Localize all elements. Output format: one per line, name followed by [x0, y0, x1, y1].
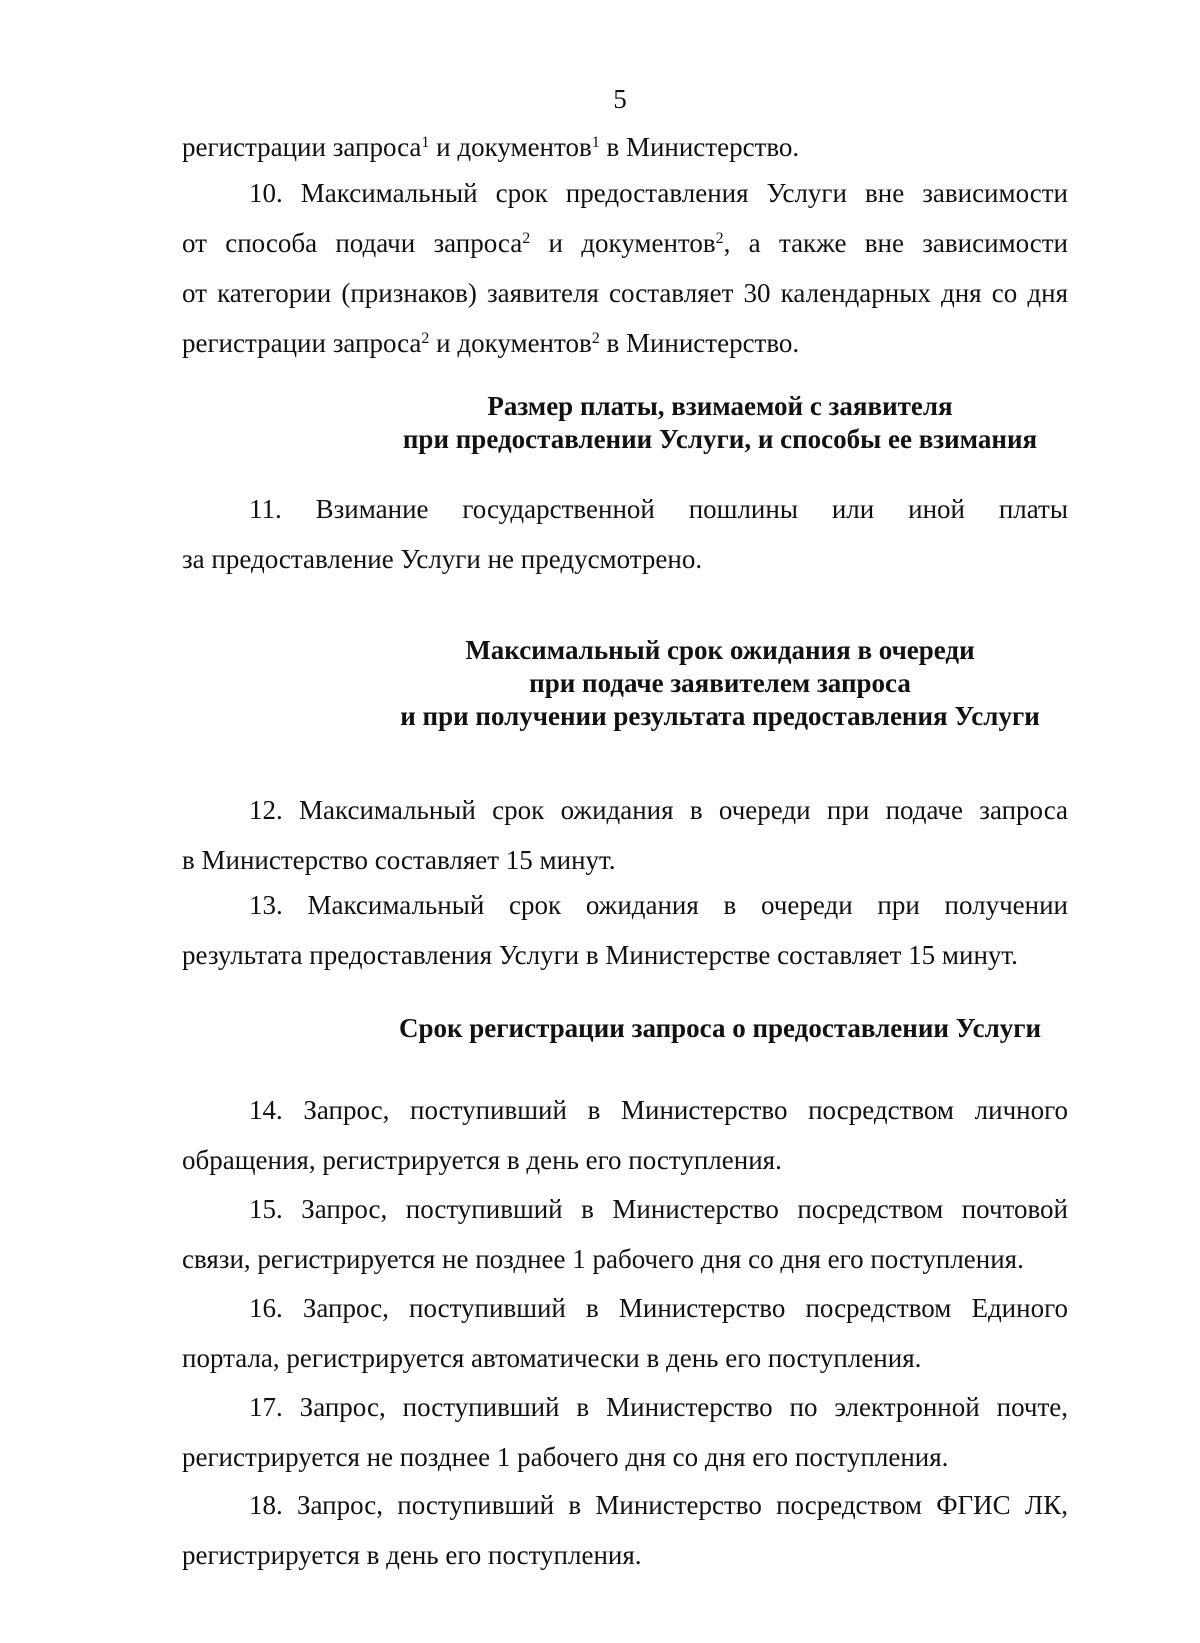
footnote-ref: 2 — [522, 230, 531, 247]
paragraph-line: регистрируется в день его поступления. — [182, 1540, 642, 1570]
paragraph-line: регистрации запроса$^2$ и документов$^2$ в Министерство. — [182, 328, 800, 358]
footnote-ref: 2 — [421, 330, 430, 347]
heading-line: при подаче заявителем запроса — [529, 668, 911, 698]
paragraph-11 — [182, 484, 1068, 584]
paragraph-line: от категории (признаков) заявителя составляет 30 календарных дня со дня — [182, 278, 1068, 308]
paragraph-line: 18. Запрос, поступивший в Министерство посредством ФГИС ЛК, — [249, 1490, 1068, 1520]
heading-line: Максимальный срок ожидания в очереди — [465, 635, 975, 665]
paragraph-line: связи, регистрируется не позднее 1 рабочего дня со дня его поступления. — [182, 1244, 1024, 1274]
paragraph-16 — [182, 1283, 1068, 1383]
paragraph-line: 15. Запрос, поступивший в Министерство посредством почтовой — [249, 1194, 1068, 1224]
paragraph-line: результата предоставления Услуги в Министерстве составляет 15 минут. — [182, 940, 1018, 970]
footnote-ref: 2 — [715, 230, 724, 247]
section-heading-registration — [200, 1012, 1200, 1045]
heading-line: при предоставлении Услуги, и способы ее взимания — [402, 424, 1038, 454]
paragraph-14 — [182, 1085, 1068, 1185]
paragraph-line: регистрации запроса$^1$ и документов$^1$ в Министерство. — [182, 132, 800, 162]
paragraph-line: 13. Максимальный срок ожидания в очереди при получении — [249, 890, 1068, 920]
footnote-ref: 1 — [591, 134, 600, 151]
paragraph-10 — [182, 168, 1068, 368]
page-number: 5 — [613, 84, 627, 114]
paragraph-line: 17. Запрос, поступивший в Министерство по электронной почте, — [249, 1392, 1068, 1422]
paragraph-line: от способа подачи запроса$^2$ и документов$^2$, а также вне зависимости — [182, 228, 1069, 258]
paragraph-line: 12. Максимальный срок ожидания в очереди при подаче запроса — [249, 795, 1068, 825]
paragraph-line: портала, регистрируется автоматически в день его поступления. — [182, 1343, 922, 1373]
paragraph-line: 10. Максимальный срок предоставления Услуги вне зависимости — [249, 178, 1068, 208]
paragraph-line: 11. Взимание государственной пошлины или иной платы — [249, 494, 1068, 524]
paragraph-15 — [182, 1184, 1068, 1284]
heading-line: Размер платы, взимаемой с заявителя — [487, 391, 953, 421]
heading-line: и при получении результата предоставления Услуги — [400, 701, 1040, 731]
paragraph-line: обращения, регистрируется в день его поступления. — [182, 1145, 782, 1175]
paragraph-9-end — [182, 122, 1068, 172]
paragraph-line: в Министерство составляет 15 минут. — [182, 845, 616, 875]
section-heading-queue — [200, 634, 1200, 733]
paragraph-12 — [182, 785, 1068, 885]
paragraph-line: 14. Запрос, поступивший в Министерство посредством личного — [249, 1095, 1068, 1125]
paragraph-line: за предоставление Услуги не предусмотрено. — [182, 544, 703, 574]
footnote-ref: 2 — [591, 330, 600, 347]
paragraph-line: 16. Запрос, поступивший в Министерство посредством Единого — [249, 1293, 1068, 1323]
heading-line: Срок регистрации запроса о предоставлении Услуги — [398, 1013, 1042, 1043]
section-heading-fee — [200, 390, 1200, 456]
paragraph-18 — [182, 1480, 1068, 1580]
footnote-ref: 1 — [421, 134, 430, 151]
paragraph-13 — [182, 880, 1068, 980]
paragraph-17 — [182, 1382, 1068, 1482]
paragraph-line: регистрируется не позднее 1 рабочего дня со дня его поступления. — [182, 1442, 949, 1472]
